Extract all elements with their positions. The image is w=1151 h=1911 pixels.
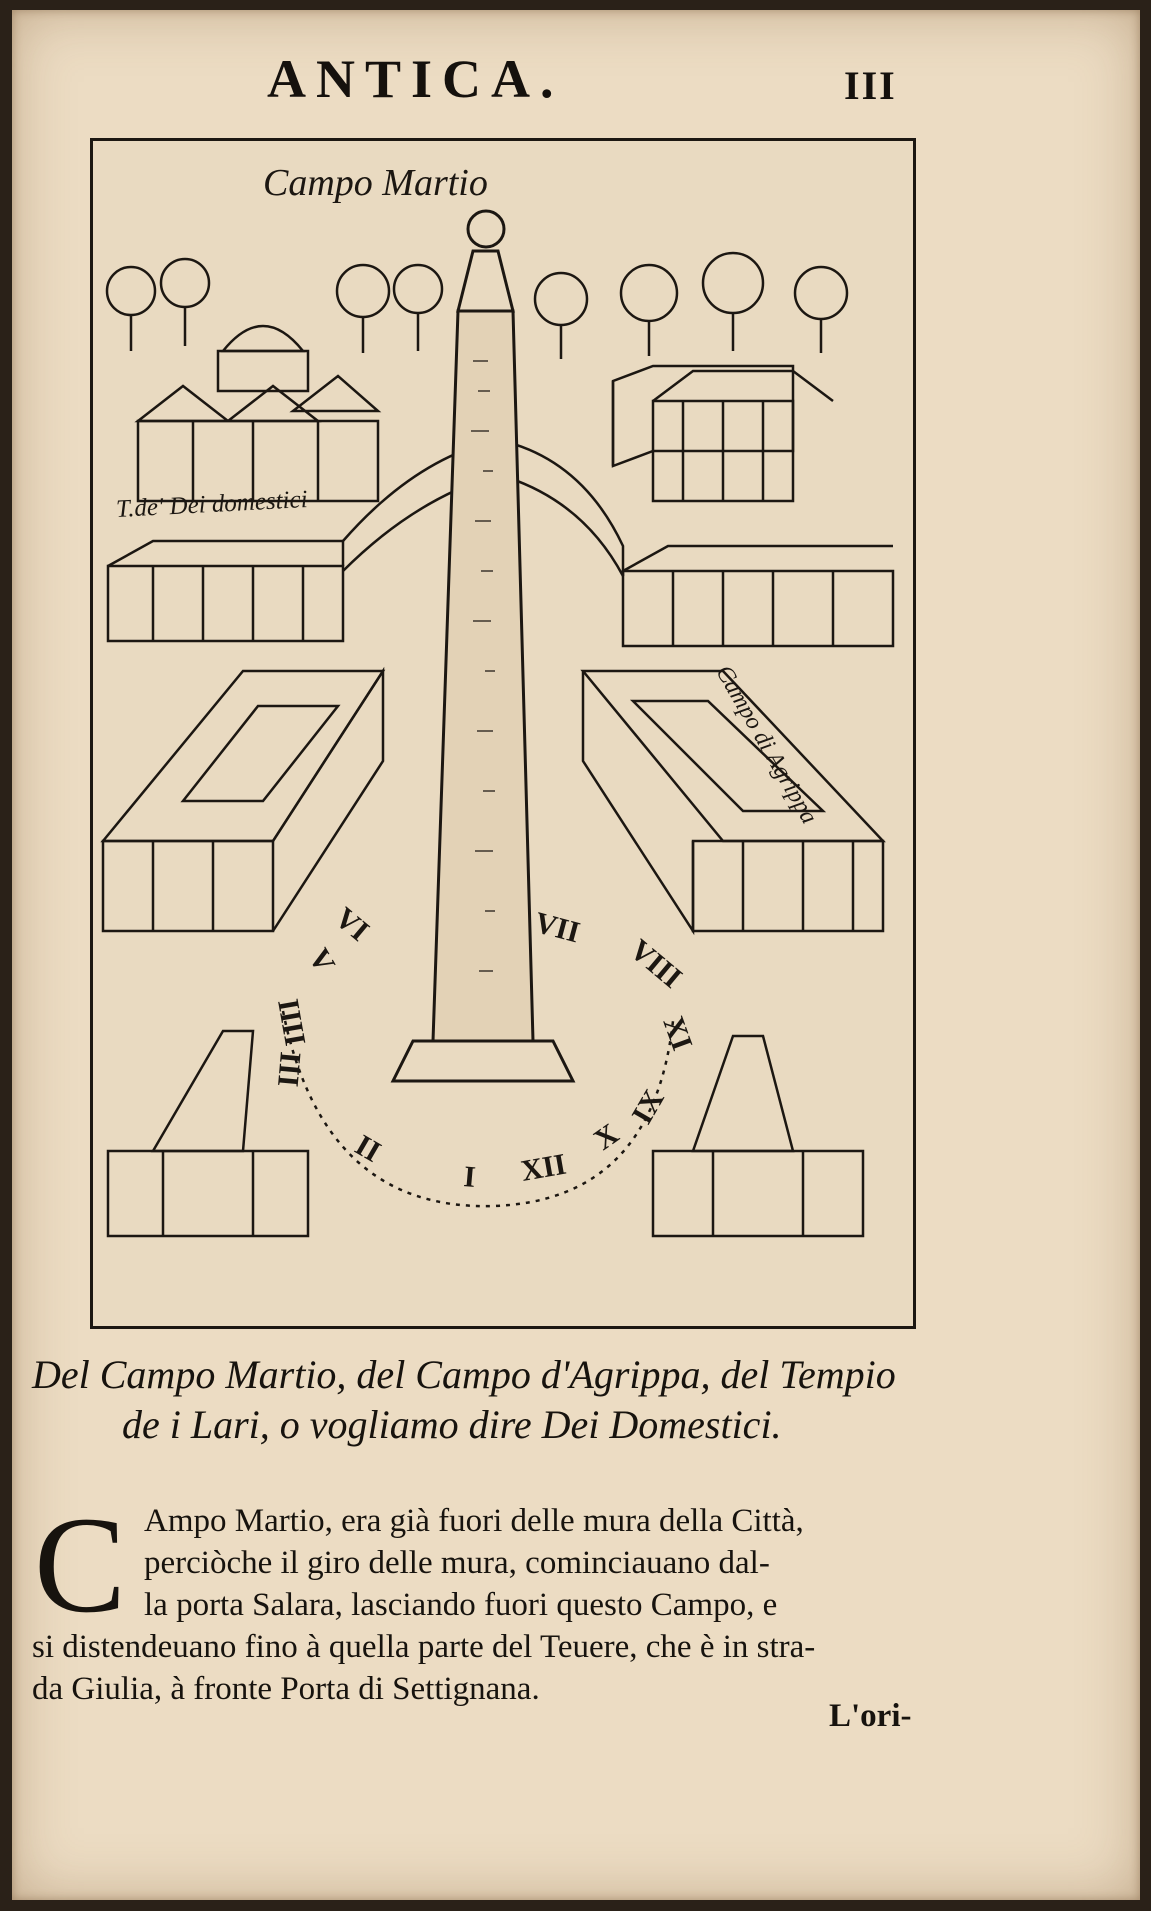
engraving-plate <box>90 138 916 1329</box>
book-page <box>12 10 1140 1900</box>
heading-line: de i Lari, o vogliamo dire Dei Domestici. <box>122 1402 782 1447</box>
numeral: X <box>588 1117 625 1157</box>
catchword: L'ori- <box>829 1698 912 1734</box>
numeral: II <box>349 1128 387 1169</box>
obelisk <box>393 211 573 1081</box>
drop-cap: C <box>34 1488 127 1641</box>
temple-label: T.de' Dei domestici <box>115 486 309 523</box>
small-building-right <box>653 1036 863 1236</box>
numeral: III <box>270 1050 307 1089</box>
plate-title: Campo Martio <box>263 162 488 204</box>
agrippa-label: Campo di Agrippa <box>710 661 823 829</box>
arcade-right <box>503 441 893 646</box>
building-top-right <box>613 366 833 501</box>
engraving-illustration <box>93 141 913 1326</box>
courtyard-building-left <box>103 671 383 931</box>
text-line: la porta Salara, lasciando fuori questo Campo, e <box>144 1587 778 1623</box>
text-line: perciòche il giro delle mura, cominciauano dal- <box>144 1545 770 1581</box>
numeral: VI <box>328 901 376 948</box>
body-paragraph <box>32 1488 972 1710</box>
text-line: si distendeuano fino à quella parte del Teuere, che è in stra- <box>32 1629 816 1665</box>
numeral: XII <box>518 1147 569 1188</box>
numeral: I <box>462 1160 477 1194</box>
text-line: da Giulia, à fronte Porta di Settignana. <box>32 1671 540 1707</box>
numeral: XI <box>656 1012 699 1055</box>
page-number: III <box>844 63 897 108</box>
arcade-left <box>108 441 493 641</box>
chapter-heading <box>32 1350 1032 1450</box>
text-line: Ampo Martio, era già fuori delle mura della Città, <box>144 1503 804 1539</box>
temple-of-lares <box>138 326 378 501</box>
numeral: VII <box>531 905 584 950</box>
numeral: VIII <box>623 933 689 995</box>
numeral: V <box>301 943 342 979</box>
heading-line: Del Campo Martio, del Campo d'Agrippa, del Tempio <box>32 1352 896 1397</box>
numeral: IX <box>625 1084 671 1130</box>
running-header: ANTICA. <box>267 49 564 109</box>
numeral: IIII <box>271 996 312 1049</box>
